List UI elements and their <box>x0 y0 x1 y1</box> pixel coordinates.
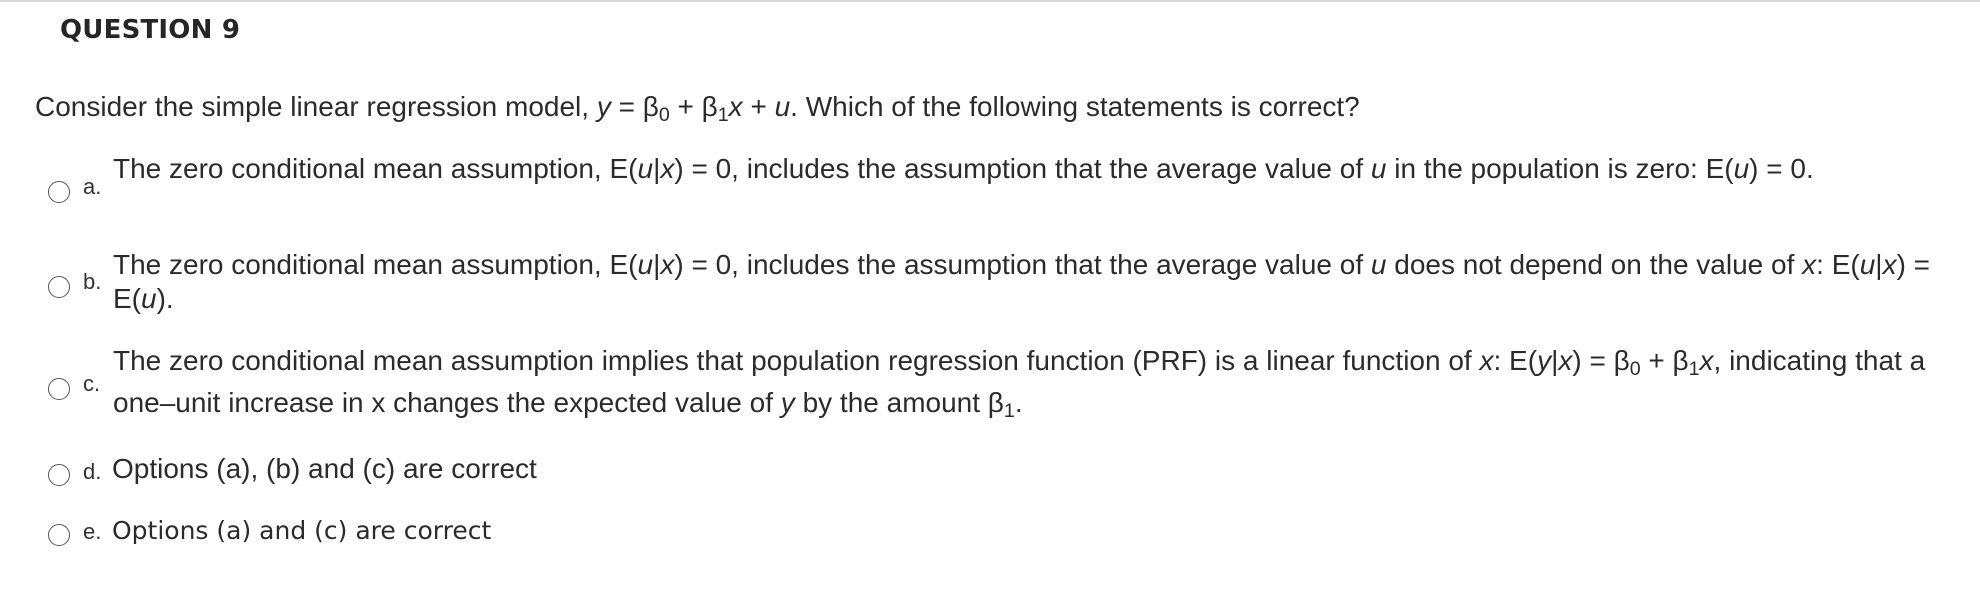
question-prompt: Consider the simple linear regression model, $y = \beta_0 + \beta_1x + u$. Which of the following statements is correct? <box>35 91 1360 126</box>
option-a[interactable] <box>48 150 1968 226</box>
option-c-radio[interactable] <box>48 378 70 400</box>
option-e-text: Options (a) and (c) are correct <box>112 516 492 545</box>
option-b-text: The zero conditional mean assumption, E(u|x) = 0, includes the assumption that the average value of u does not depend on the value of x: E(u|x) = E(u). <box>113 249 1931 314</box>
option-a-letter: a. <box>83 174 102 199</box>
option-d-text: Options (a), (b) and (c) are correct <box>112 453 537 484</box>
option-a-radio[interactable] <box>48 181 70 203</box>
option-e-letter: e. <box>83 519 102 544</box>
question-title: QUESTION 9 <box>60 15 241 45</box>
option-b[interactable] <box>48 246 1968 322</box>
option-e[interactable] <box>48 512 1968 552</box>
option-c-letter: c. <box>83 371 101 396</box>
option-c[interactable] <box>48 340 1968 430</box>
option-d-letter: d. <box>83 459 102 484</box>
option-d[interactable] <box>48 448 1968 492</box>
top-divider <box>0 0 1980 2</box>
option-d-radio[interactable] <box>48 464 70 486</box>
option-c-text: The zero conditional mean assumption implies that population regression function (PRF) is a linear function of x: $E(y|x) = \beta_0 + \beta_1x$, indicating that a one–unit increase in x changes the expected value of y by the amount $\beta_1$. <box>113 345 1926 422</box>
option-b-letter: b. <box>83 269 102 294</box>
option-e-radio[interactable] <box>48 524 70 546</box>
option-a-text: The zero conditional mean assumption, E(u|x) = 0, includes the assumption that the average value of u in the population is zero: E(u) = 0. <box>113 153 1814 184</box>
option-b-radio[interactable] <box>48 276 70 298</box>
